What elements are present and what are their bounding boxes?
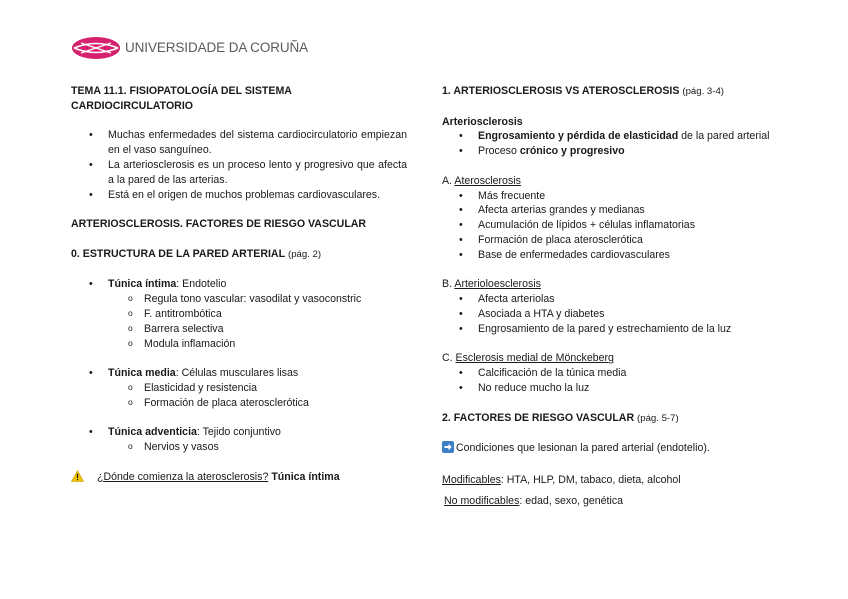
question-callout <box>71 470 407 487</box>
factors-intro-text: Condiciones que lesionan la pared arterial (endotelio). <box>456 442 710 455</box>
intro-list <box>71 128 407 202</box>
nonmodifiable-text: : edad, sexo, genética <box>519 494 624 507</box>
comparison-heading <box>442 84 772 100</box>
tunic-media <box>71 366 407 381</box>
tunic-adventicia <box>71 425 407 440</box>
modifiable-text: : HTA, HLP, DM, tabaco, dieta, alcohol <box>500 473 681 486</box>
nonmodifiable-label: No modificables <box>444 494 520 507</box>
list-item-text: Proceso <box>478 145 520 158</box>
list-item <box>442 129 772 144</box>
list-item: • Formación de placa aterosclerótica <box>442 233 772 248</box>
list-item: • No reduce mucho la luz <box>442 381 772 396</box>
type-c-heading <box>442 351 772 366</box>
left-column <box>71 84 407 487</box>
arteriosclerosis-list <box>442 129 772 159</box>
type-title: Arterioloesclerosis <box>454 278 541 291</box>
sub-item: o Modula inflamación <box>71 337 407 352</box>
section-title: ARTERIOSCLEROSIS. FACTORES DE RIESGO VASCULAR <box>71 218 367 231</box>
arrow-right-icon <box>442 441 454 458</box>
tunic-list <box>71 425 407 440</box>
document-title: TEMA 11.1. FISIOPATOLOGÍA DEL SISTEMA CARDIOCIRCULATORIO <box>71 85 292 112</box>
tunic-media-sublist <box>71 381 407 411</box>
sub-item: o Nervios y vasos <box>71 440 407 455</box>
factors-intro <box>442 441 772 458</box>
structure-page-ref: (pág. 2) <box>288 248 322 260</box>
sub-item: o Regula tono vascular: vasodilat y vasoconstric <box>71 292 407 307</box>
type-prefix: C. <box>442 352 453 365</box>
factors-heading <box>442 411 772 427</box>
list-item: • Engrosamiento de la pared y estrechamiento de la luz <box>442 322 772 337</box>
list-item: • Afecta arterias grandes y medianas <box>442 203 772 218</box>
modifiable-label: Modificables <box>442 473 501 486</box>
tunic-list <box>71 366 407 381</box>
tunic-name: Túnica íntima <box>108 278 177 291</box>
question-text: ¿Dónde comienza la aterosclerosis? <box>97 470 269 483</box>
list-item: • Calcificación de la túnica media <box>442 366 772 381</box>
list-item: • Muchas enfermedades del sistema cardiocirculatorio empiezan en el vaso sanguíneo. <box>71 128 407 158</box>
list-item: • Está en el origen de muchos problemas cardiovasculares. <box>71 188 407 203</box>
tunic-intima-sublist <box>71 292 407 351</box>
udc-logo-icon <box>71 36 121 60</box>
type-prefix: B. <box>442 278 453 291</box>
tunic-intima <box>71 277 407 292</box>
sub-item: o Barrera selectiva <box>71 322 407 337</box>
type-a-list <box>442 189 772 263</box>
tunic-adventicia-sublist <box>71 440 407 455</box>
sub-item: o Elasticidad y resistencia <box>71 381 407 396</box>
structure-title: 0. ESTRUCTURA DE LA PARED ARTERIAL <box>71 247 286 260</box>
type-b-heading <box>442 277 772 292</box>
list-item <box>442 144 772 159</box>
type-b-list <box>442 292 772 336</box>
type-a-heading <box>442 174 772 189</box>
list-item: • La arteriosclerosis es un proceso lento y progresivo que afecta a la pared de las arterias. <box>71 158 407 188</box>
list-item-text: de la pared arterial <box>678 130 770 143</box>
tunic-list <box>71 277 407 292</box>
question-answer: Túnica íntima <box>271 470 340 483</box>
tunic-name: Túnica media <box>108 367 176 380</box>
list-item-bold: crónico y progresivo <box>519 145 625 158</box>
list-item: • Acumulación de lípidos + células inflamatorias <box>442 218 772 233</box>
university-logo <box>71 36 308 60</box>
type-title: Esclerosis medial de Mönckeberg <box>455 352 614 365</box>
comparison-page-ref: (pág. 3-4) <box>682 86 724 97</box>
list-item: • Base de enfermedades cardiovasculares <box>442 248 772 263</box>
list-item: • Más frecuente <box>442 189 772 204</box>
sub-item: o Formación de placa aterosclerótica <box>71 396 407 411</box>
type-prefix: A. <box>442 174 453 187</box>
tunic-name: Túnica adventicia <box>108 426 197 439</box>
nonmodifiable-factors <box>442 494 772 509</box>
factors-page-ref: (pág. 5-7) <box>637 412 679 424</box>
factors-title: 2. FACTORES DE RIESGO VASCULAR <box>442 411 635 424</box>
type-c-list <box>442 366 772 396</box>
tunic-desc: : Tejido conjuntivo <box>196 426 281 439</box>
list-item: • Asociada a HTA y diabetes <box>442 307 772 322</box>
structure-heading <box>71 247 407 263</box>
question-line <box>97 470 340 485</box>
university-name: UNIVERSIDADE DA CORUÑA <box>125 39 309 55</box>
arteriosclerosis-heading: Arteriosclerosis <box>442 115 523 128</box>
list-item-bold: Engrosamiento y pérdida de elasticidad <box>478 130 679 143</box>
right-column <box>442 84 772 508</box>
modifiable-factors <box>442 473 772 488</box>
list-item: • Afecta arteriolas <box>442 292 772 307</box>
sub-item: o F. antitrombótica <box>71 307 407 322</box>
type-title: Aterosclerosis <box>454 174 521 187</box>
tunic-desc: : Células musculares lisas <box>175 367 299 380</box>
tunic-desc: : Endotelio <box>176 278 227 291</box>
comparison-title: 1. ARTERIOSCLEROSIS VS ATEROSCLEROSIS <box>442 85 680 97</box>
warning-icon <box>71 470 97 487</box>
